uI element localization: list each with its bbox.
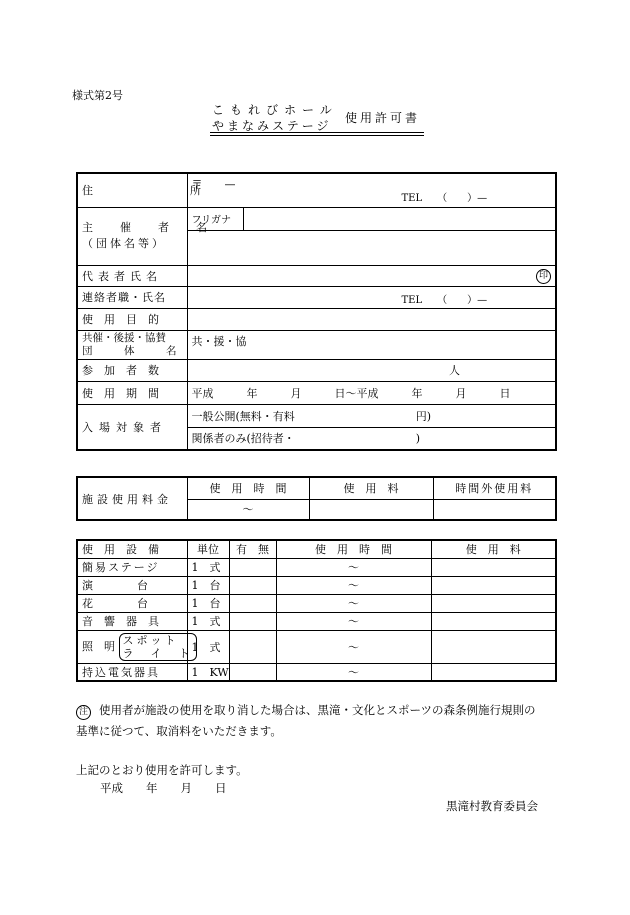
period-row xyxy=(77,381,556,404)
organizer-label-2: （団体名等） xyxy=(82,237,166,250)
note-icon: 注 xyxy=(76,705,91,720)
equipment-availability[interactable] xyxy=(229,576,276,594)
table-row xyxy=(77,612,556,630)
header-time: 使 用 時 間 xyxy=(276,540,431,558)
table-row xyxy=(77,558,556,576)
header-unit: 単位 xyxy=(187,540,229,558)
entry-label: 入場対象者 xyxy=(77,404,187,450)
seal-icon: 印 xyxy=(536,269,551,284)
period-input[interactable]: 平成 年 月 日～平成 年 月 日 xyxy=(187,381,556,404)
sponsor-row xyxy=(77,330,556,359)
issuer: 黒滝村教育委員会 xyxy=(446,799,538,813)
equipment-name: 持込電気器具 xyxy=(77,663,187,681)
fee-header-row xyxy=(77,477,556,499)
equipment-time[interactable]: ～ xyxy=(276,663,431,681)
equipment-unit: 1 式 xyxy=(187,630,229,663)
applicant-table xyxy=(76,172,557,451)
equipment-table xyxy=(76,539,557,682)
contact-row xyxy=(77,286,556,308)
organizer-input[interactable] xyxy=(187,230,556,265)
equipment-name: 演 台 xyxy=(77,576,187,594)
address-row xyxy=(77,173,556,207)
permission-text: 上記のとおり使用を許可します。 xyxy=(76,763,248,777)
representative-label: 代表者氏名 xyxy=(77,265,187,286)
equipment-unit: 1 KW xyxy=(187,663,229,681)
table-row xyxy=(77,663,556,681)
table-row xyxy=(77,630,556,663)
representative-input[interactable] xyxy=(187,265,556,286)
note-line1 xyxy=(76,702,536,720)
equipment-unit: 1 式 xyxy=(187,612,229,630)
sponsor-label-1: 共催・後援・協賛 xyxy=(82,331,166,344)
fee-table xyxy=(76,476,557,521)
equipment-fee[interactable] xyxy=(431,663,556,681)
title-suffix: 使用許可書 xyxy=(345,111,421,125)
equipment-name: 照 明 xyxy=(82,639,115,653)
equipment-fee[interactable] xyxy=(431,558,556,576)
table-row xyxy=(77,594,556,612)
postal-mark: 〒 — xyxy=(191,178,236,191)
header-availability: 有 無 xyxy=(229,540,276,558)
equipment-time[interactable]: ～ xyxy=(276,612,431,630)
header-fee: 使 用 料 xyxy=(431,540,556,558)
equipment-time[interactable]: ～ xyxy=(276,594,431,612)
lighting-sub2: ラ イ ト xyxy=(122,646,193,660)
purpose-input[interactable] xyxy=(187,308,556,330)
attendees-row xyxy=(77,359,556,381)
contact-tel: TEL （ ）— xyxy=(401,294,488,306)
sponsor-label-2: 団 体 名 xyxy=(82,344,177,357)
equipment-availability[interactable] xyxy=(229,612,276,630)
attendees-label: 参 加 者 数 xyxy=(77,359,187,381)
contact-label: 連絡者職・氏名 xyxy=(77,286,187,308)
title-underline-2 xyxy=(210,135,424,136)
organizer-label-1: 主 催 者 名 xyxy=(82,221,215,234)
equipment-availability[interactable] xyxy=(229,594,276,612)
equipment-name: 簡易ステージ xyxy=(77,558,187,576)
lighting-subtype xyxy=(119,633,197,661)
sponsor-value[interactable]: 共・援・協 xyxy=(187,330,556,359)
address-tel: TEL （ ）— xyxy=(401,192,488,204)
equipment-unit: 1 台 xyxy=(187,594,229,612)
address-cell[interactable] xyxy=(187,173,556,207)
fee-col-fee: 使 用 料 xyxy=(309,477,433,499)
entry-public[interactable]: 一般公開(無料・有料 円) xyxy=(187,404,556,427)
equipment-time[interactable]: ～ xyxy=(276,576,431,594)
equipment-name: 音 響 器 具 xyxy=(77,612,187,630)
equipment-availability[interactable] xyxy=(229,558,276,576)
equipment-header-row xyxy=(77,540,556,558)
representative-row xyxy=(77,265,556,286)
equipment-fee[interactable] xyxy=(431,612,556,630)
address-label: 住 所 xyxy=(77,173,187,207)
equipment-name: 花 台 xyxy=(77,594,187,612)
title-line2: やまなみステージ xyxy=(212,119,332,133)
contact-input[interactable] xyxy=(187,286,556,308)
table-row xyxy=(77,576,556,594)
entry-private[interactable]: 関係者のみ(招待者・ ) xyxy=(187,427,556,450)
fee-hours-input[interactable]: ～ xyxy=(187,499,309,520)
equipment-unit: 1 式 xyxy=(187,558,229,576)
form-number: 様式第2号 xyxy=(72,89,123,102)
fee-col-hours: 使 用 時 間 xyxy=(187,477,309,499)
lighting-sub1: スポット xyxy=(122,633,179,647)
header-equipment: 使 用 設 備 xyxy=(77,540,187,558)
equipment-time[interactable]: ～ xyxy=(276,558,431,576)
equipment-unit: 1 台 xyxy=(187,576,229,594)
equipment-name-lighting xyxy=(77,630,193,663)
purpose-row xyxy=(77,308,556,330)
equipment-availability[interactable] xyxy=(229,630,276,663)
title-underline xyxy=(210,132,424,133)
furigana-label: フリガナ xyxy=(187,207,243,230)
furigana-row xyxy=(77,207,556,230)
period-label: 使 用 期 間 xyxy=(77,381,187,404)
fee-input[interactable] xyxy=(309,499,433,520)
note-text-1: 使用者が施設の使用を取り消した場合は、黒滝・文化とスポーツの森条例施行規則の xyxy=(99,703,536,717)
equipment-time[interactable]: ～ xyxy=(276,630,431,663)
equipment-fee[interactable] xyxy=(431,630,556,663)
equipment-fee[interactable] xyxy=(431,576,556,594)
sponsor-label xyxy=(77,330,187,359)
fee-col-overtime: 時間外使用料 xyxy=(433,477,556,499)
date-line[interactable]: 平成 年 月 日 xyxy=(100,781,227,795)
attendees-unit: 人 xyxy=(449,364,460,377)
title-line1: こもれびホール xyxy=(212,103,338,117)
note-text-2: 基準に従つて、取消料をいただきます。 xyxy=(76,724,282,738)
entry-public-row xyxy=(77,404,556,427)
fee-label: 施設使用料金 xyxy=(77,477,187,520)
equipment-availability[interactable] xyxy=(229,663,276,681)
furigana-input[interactable] xyxy=(243,207,556,230)
attendees-input[interactable] xyxy=(187,359,556,381)
fee-overtime-input[interactable] xyxy=(433,499,556,520)
purpose-label: 使 用 目 的 xyxy=(77,308,187,330)
equipment-fee[interactable] xyxy=(431,594,556,612)
